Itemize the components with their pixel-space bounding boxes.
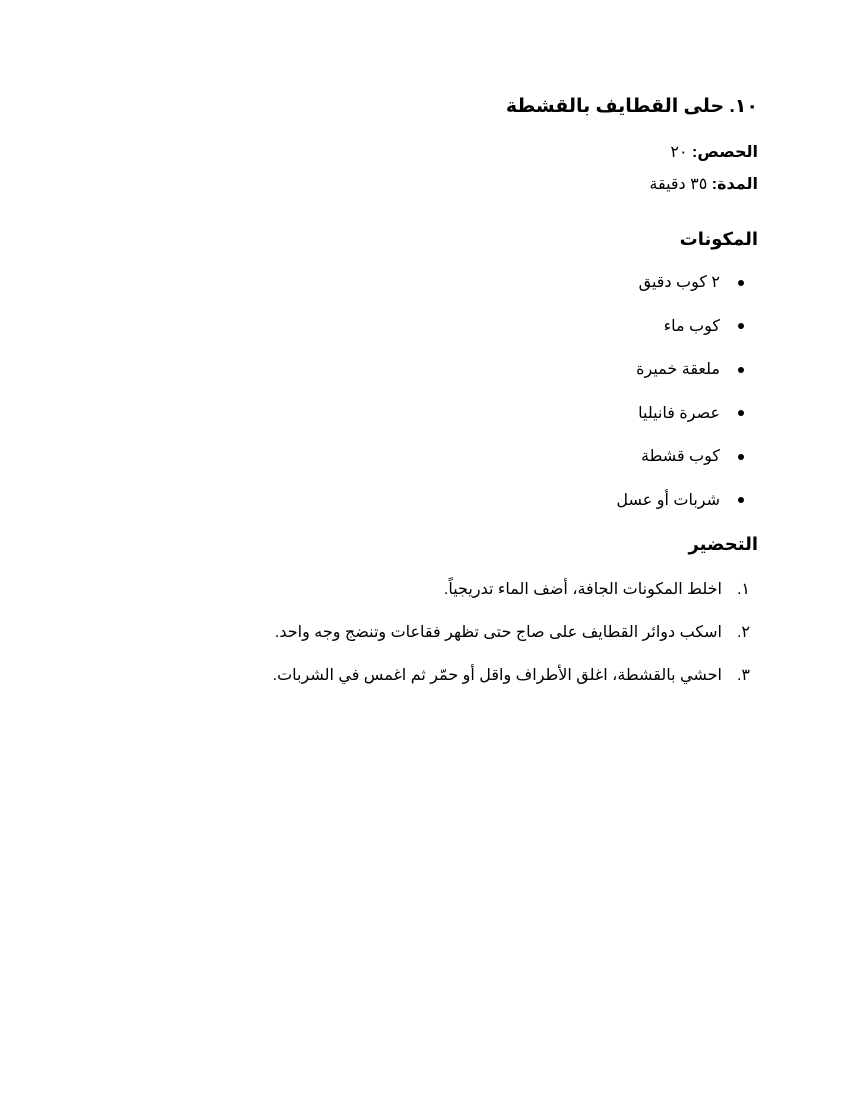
duration-label: المدة: xyxy=(711,176,758,193)
step-item xyxy=(158,568,758,611)
ingredients-heading: المكونات xyxy=(679,229,758,249)
recipe-title: ١٠. حلى القطايف بالقشطة xyxy=(505,96,758,117)
step-text: اسكب دوائر القطايف على صاج حتى تظهر فقاعات وتنضج وجه واحد. xyxy=(274,624,722,641)
ingredient-item xyxy=(158,261,758,305)
servings-value: ٢٠ xyxy=(670,144,688,161)
step-number: ٢. xyxy=(736,624,750,641)
step-item xyxy=(158,611,758,654)
ingredient-item xyxy=(158,305,758,349)
ingredient-text: شربات أو عسل xyxy=(616,491,720,509)
ingredient-text: كوب قشطة xyxy=(640,448,720,465)
ingredient-item xyxy=(158,479,758,523)
duration-value: ٣٥ دقيقة xyxy=(649,176,708,193)
bullet-icon xyxy=(738,497,744,503)
preparation-steps xyxy=(158,568,758,697)
step-text: اخلط المكونات الجافة، أضف الماء تدريجياً. xyxy=(443,581,722,598)
servings-line xyxy=(158,137,758,169)
ingredients-list xyxy=(158,261,758,522)
ingredient-text: ملعقة خميرة xyxy=(636,361,720,378)
step-text: احشي بالقشطة، اغلق الأطراف واقل أو حمّر ثم اغمس في الشربات. xyxy=(272,667,722,684)
ingredient-item xyxy=(158,348,758,392)
step-number: ٣. xyxy=(736,667,750,684)
step-number: ١. xyxy=(736,581,750,598)
ingredient-item xyxy=(158,435,758,479)
duration-line xyxy=(158,169,758,201)
ingredient-item xyxy=(158,392,758,436)
ingredient-text: ٢ كوب دقيق xyxy=(638,274,720,291)
bullet-icon xyxy=(738,454,744,460)
preparation-heading: التحضير xyxy=(688,534,758,554)
ingredient-text: عصرة فانيليا xyxy=(638,404,720,422)
step-item xyxy=(158,654,758,697)
bullet-icon xyxy=(738,367,744,373)
ingredient-text: كوب ماء xyxy=(663,317,720,335)
recipe-content xyxy=(158,92,758,697)
bullet-icon xyxy=(738,323,744,329)
bullet-icon xyxy=(738,410,744,416)
bullet-icon xyxy=(738,280,744,286)
recipe-meta xyxy=(158,137,758,201)
servings-label: الحصص: xyxy=(692,144,758,161)
